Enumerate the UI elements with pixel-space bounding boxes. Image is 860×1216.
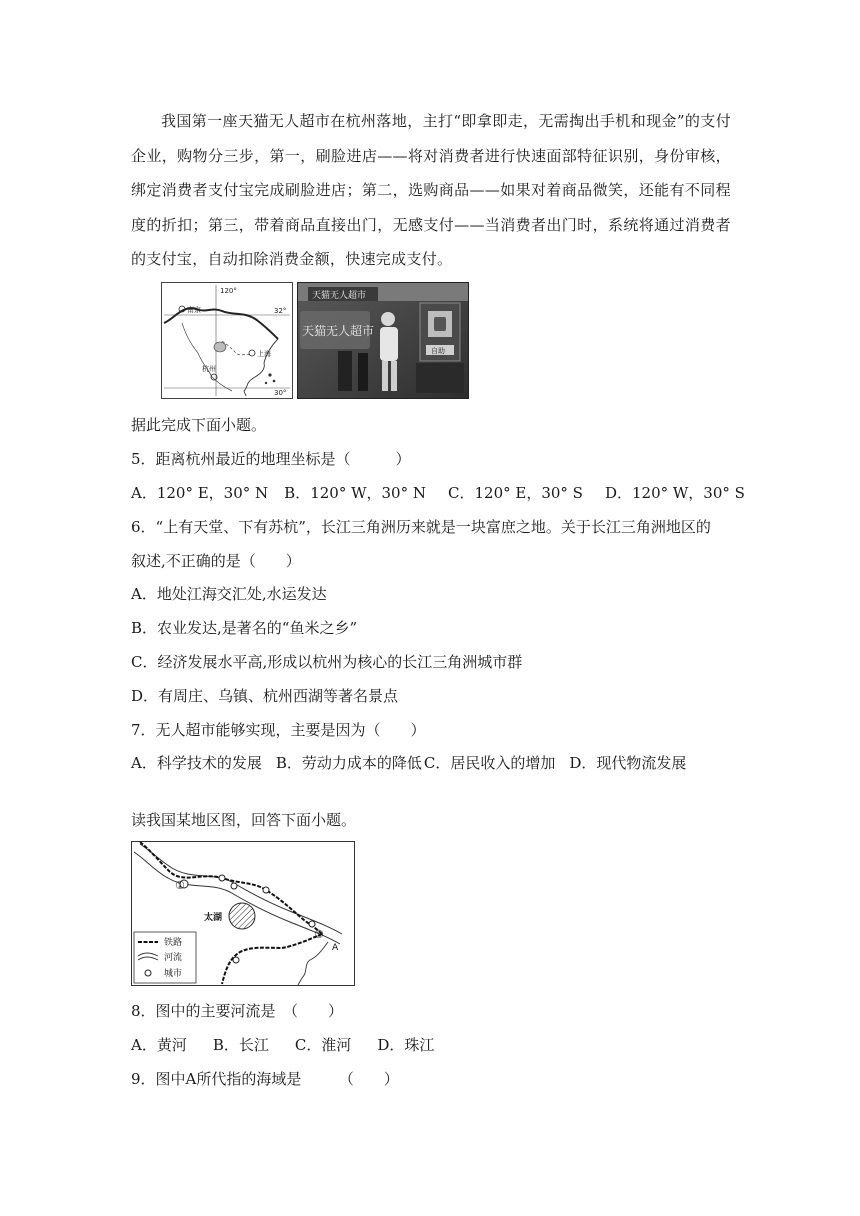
store-photo-drawing [298, 283, 468, 398]
kiosk-label: 自助 [431, 347, 445, 355]
q6-option-d[interactable]: D．有周庄、乌镇、杭州西湖等著名景点 [131, 687, 399, 705]
city-dot [231, 883, 237, 889]
q5-options [131, 482, 745, 504]
q6-option-a[interactable]: A．地处江海交汇处,水运发达 [131, 585, 327, 603]
lon-label: 120° [220, 287, 237, 295]
boundary-line [182, 323, 232, 391]
q7-option-d[interactable]: D．现代物流发展 [569, 754, 687, 772]
instruction-1: 据此完成下面小题。 [131, 416, 267, 434]
q6-stem-line2: 叙述,不正确的是（ ） [131, 552, 301, 570]
city-dot [263, 887, 269, 893]
taihu-map [132, 842, 354, 985]
legend-railway-label: 铁路 [164, 938, 183, 948]
q8-stem: 8．图中的主要河流是 （ ） [131, 1002, 344, 1020]
store-sign-big: 天猫无人超市 [302, 324, 375, 338]
marker-1: ① [175, 879, 185, 892]
taihu-map-figure [131, 841, 355, 986]
q7-option-b[interactable]: B．劳动力成本的降低 [275, 754, 422, 772]
city-nanjing-label: 南京 [187, 306, 201, 314]
legend-river-label: 河流 [164, 953, 183, 963]
person-head [381, 312, 395, 326]
lat-bottom-label: 30° [274, 389, 287, 397]
store-sign-top: 天猫无人超市 [312, 291, 367, 301]
lake-label: 太湖 [204, 913, 223, 923]
q9-stem: 9．图中A所代指的海域是 （ ） [131, 1070, 399, 1088]
q5-option-c[interactable]: C．120° E，30° S [448, 484, 583, 502]
q8-option-c[interactable]: C．淮河 [294, 1036, 352, 1054]
island [273, 380, 276, 383]
q6-option-b[interactable]: B．农业发达,是著名的“鱼米之乡” [131, 619, 358, 637]
city-dot [309, 921, 315, 927]
q7-stem: 7．无人超市能够实现，主要是因为（ ） [131, 721, 426, 739]
person-body [380, 327, 398, 361]
q8-options [131, 1034, 434, 1056]
q6-option-c[interactable]: C．经济发展水平高,形成以杭州为核心的长江三角洲城市群 [131, 653, 523, 671]
store-photo [297, 282, 469, 399]
coastline [244, 339, 278, 396]
q5-option-d[interactable]: D．120° W，30° S [604, 484, 745, 502]
city-shanghai-label: 上海 [257, 350, 271, 358]
island [265, 382, 267, 384]
river-line [164, 308, 278, 339]
taihu-lake [229, 903, 255, 929]
delta-map-figure [161, 282, 293, 399]
city-dot [219, 875, 225, 881]
city-hangzhou-label: 杭州 [202, 365, 216, 373]
q8-option-d[interactable]: D．珠江 [377, 1036, 435, 1054]
q7-option-a[interactable]: A．科学技术的发展 [131, 754, 262, 772]
q5-option-b[interactable]: B．120° W，30° N [284, 484, 426, 502]
delta-map [162, 283, 292, 398]
q5-option-a[interactable]: A．120° E，30° N [131, 484, 269, 502]
city-dot [233, 957, 239, 963]
q7-option-c[interactable]: C．居民收入的增加 [423, 754, 556, 772]
city-shanghai-dot [249, 350, 255, 356]
lake-shape [214, 342, 226, 352]
q8-option-b[interactable]: B．长江 [212, 1036, 269, 1054]
boundary-dashed [222, 341, 252, 355]
q6-stem-line1: 6．“上有天堂、下有苏杭”，长江三角洲历来就是一块富庶之地。关于长江三角洲地区的 [131, 518, 711, 536]
q7-options [131, 752, 686, 774]
instruction-2: 读我国某地区图，回答下面小题。 [131, 811, 357, 829]
q8-option-a[interactable]: A．黄河 [131, 1036, 187, 1054]
sea-label: A [332, 943, 339, 953]
legend-city-label: 城市 [164, 969, 183, 979]
island [268, 373, 271, 376]
lat-top-label: 32° [274, 307, 287, 315]
marker-2: ② [314, 928, 324, 941]
coastline [298, 942, 328, 985]
intro-passage: 我国第一座天猫无人超市在杭州落地，主打“即拿即走，无需掏出手机和现金”的支付企业，购物分三步，第一，刷脸进店——将对消费者进行快速面部特征识别，身份审核，绑定消费者支付宝完成刷脸进店；第二，选购商品——如果对着商品微笑，还能有不同程度的折扣；第三，带着商品直接出门，无感支付——当消费者出门时，系统将通过消费者的支付宝，自动扣除消费金额，快速完成支付。 [131, 112, 731, 268]
q5-stem: 5．距离杭州最近的地理坐标是（ ） [131, 450, 411, 468]
legend-city-swatch [145, 970, 151, 976]
